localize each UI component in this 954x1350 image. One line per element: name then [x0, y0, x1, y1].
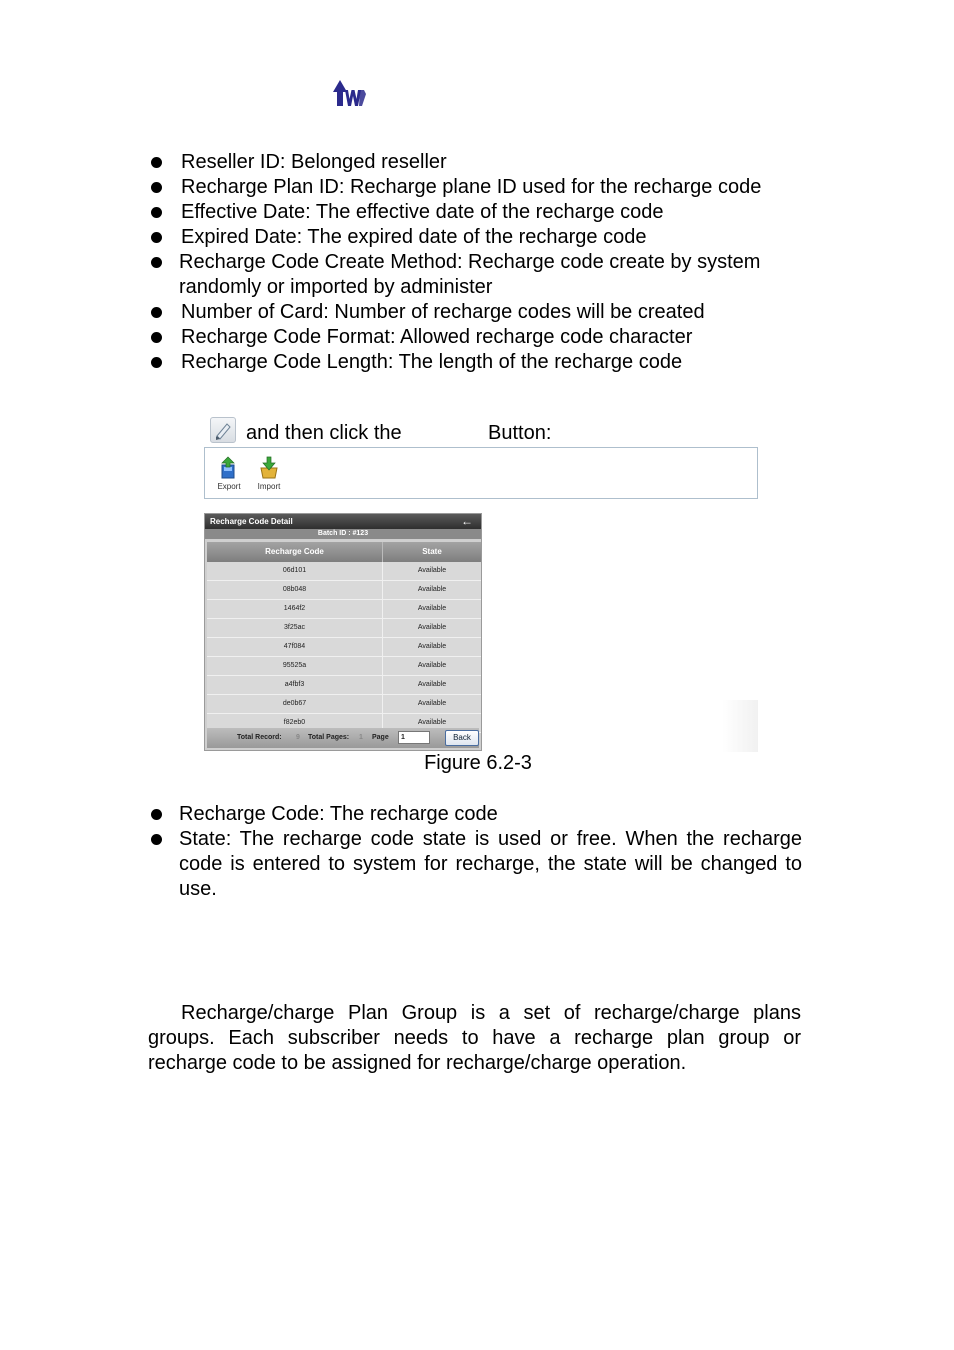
recharge-code-cell: 08b048 [207, 581, 383, 599]
recharge-code-table [207, 542, 481, 733]
total-pages-value: 1 [359, 734, 363, 741]
state-cell: Available [417, 624, 447, 631]
table-row[interactable] [207, 657, 481, 676]
bullet-icon [151, 357, 162, 368]
table-row[interactable] [207, 619, 481, 638]
table-row[interactable] [207, 676, 481, 695]
export-icon [218, 456, 240, 480]
back-button[interactable]: Back [445, 730, 479, 746]
bullet-icon [151, 834, 162, 845]
list-item: Recharge Code Length: The length of the recharge code [150, 350, 810, 375]
list-item: Recharge Code: The recharge code [150, 802, 802, 827]
state-cell: Available [417, 719, 447, 726]
import-button[interactable] [249, 456, 289, 494]
export-button[interactable] [209, 456, 249, 494]
state-cell: Available [417, 681, 447, 688]
edit-icon [210, 417, 236, 443]
table-row[interactable] [207, 638, 481, 657]
recharge-code-cell: f82eb0 [207, 714, 383, 732]
screenshot-edge-shadow [722, 700, 758, 752]
instruction-line [210, 416, 770, 446]
state-cell: Available [417, 567, 447, 574]
list-item: Recharge Plan ID: Recharge plane ID used for the recharge code [150, 175, 810, 200]
total-record-label: Total Record: [237, 734, 282, 741]
state-cell: Available [417, 586, 447, 593]
table-row[interactable] [207, 562, 481, 581]
field-description-list [150, 150, 810, 375]
table-row[interactable] [207, 600, 481, 619]
table-header [207, 542, 481, 562]
recharge-code-cell: 3f25ac [207, 619, 383, 637]
list-item: Effective Date: The effective date of the recharge code [150, 200, 810, 225]
figure-caption: Figure 6.2-3 [424, 752, 532, 774]
plan-group-paragraph: Recharge/charge Plan Group is a set of recharge/charge plans groups. Each subscriber needs to have a recharge plan group or recharge code to be assigned for recharge/charge operation. [148, 1002, 801, 1074]
list-item: State: The recharge code state is used or free. When the recharge code is entered to system for recharge, the state will be changed to use. [150, 827, 802, 902]
column-header-recharge-code[interactable]: Recharge Code [207, 542, 383, 562]
bullet-icon [151, 182, 162, 193]
column-description-list [150, 802, 802, 902]
recharge-code-cell: 47f084 [207, 638, 383, 656]
bullet-icon [151, 207, 162, 218]
recharge-code-cell: 06d101 [207, 562, 383, 580]
recharge-code-cell: 1464f2 [207, 600, 383, 618]
page-label: Page [372, 734, 389, 741]
pagination-bar [207, 728, 479, 748]
list-item: Reseller ID: Belonged reseller [150, 150, 810, 175]
instruction-text-button: Button: [488, 422, 552, 444]
panel-title: Recharge Code Detail [210, 517, 293, 526]
bullet-icon [151, 232, 162, 243]
export-label: Export [217, 482, 241, 491]
export-import-toolbar [204, 447, 758, 499]
back-arrow-icon[interactable]: ← [461, 514, 473, 528]
company-logo [331, 78, 367, 108]
state-cell: Available [417, 605, 447, 612]
state-cell: Available [417, 643, 447, 650]
import-label: Import [257, 482, 281, 491]
column-header-state[interactable]: State [422, 547, 442, 556]
list-item: Expired Date: The expired date of the recharge code [150, 225, 810, 250]
recharge-code-cell: de0b67 [207, 695, 383, 713]
table-row[interactable] [207, 695, 481, 714]
total-pages-label: Total Pages: [308, 734, 350, 741]
table-row[interactable] [207, 581, 481, 600]
page-input[interactable]: 1 [398, 731, 430, 744]
list-item: Recharge Code Create Method: Recharge code create by system randomly or imported by administer [150, 250, 810, 300]
panel-title-bar [205, 514, 481, 529]
recharge-code-cell: 95525a [207, 657, 383, 675]
instruction-text: and then click the [246, 422, 402, 444]
bullet-icon [151, 307, 162, 318]
state-cell: Available [417, 662, 447, 669]
state-cell: Available [417, 700, 447, 707]
bullet-icon [151, 809, 162, 820]
bullet-icon [151, 332, 162, 343]
bullet-icon [151, 257, 162, 268]
recharge-code-detail-panel [204, 513, 482, 751]
batch-id: Batch ID : #123 [205, 529, 481, 539]
list-item: Number of Card: Number of recharge codes will be created [150, 300, 810, 325]
import-icon [258, 456, 280, 480]
bullet-icon [151, 157, 162, 168]
recharge-code-cell: a4fbf3 [207, 676, 383, 694]
total-record-value: 9 [296, 734, 300, 741]
list-item: Recharge Code Format: Allowed recharge code character [150, 325, 810, 350]
